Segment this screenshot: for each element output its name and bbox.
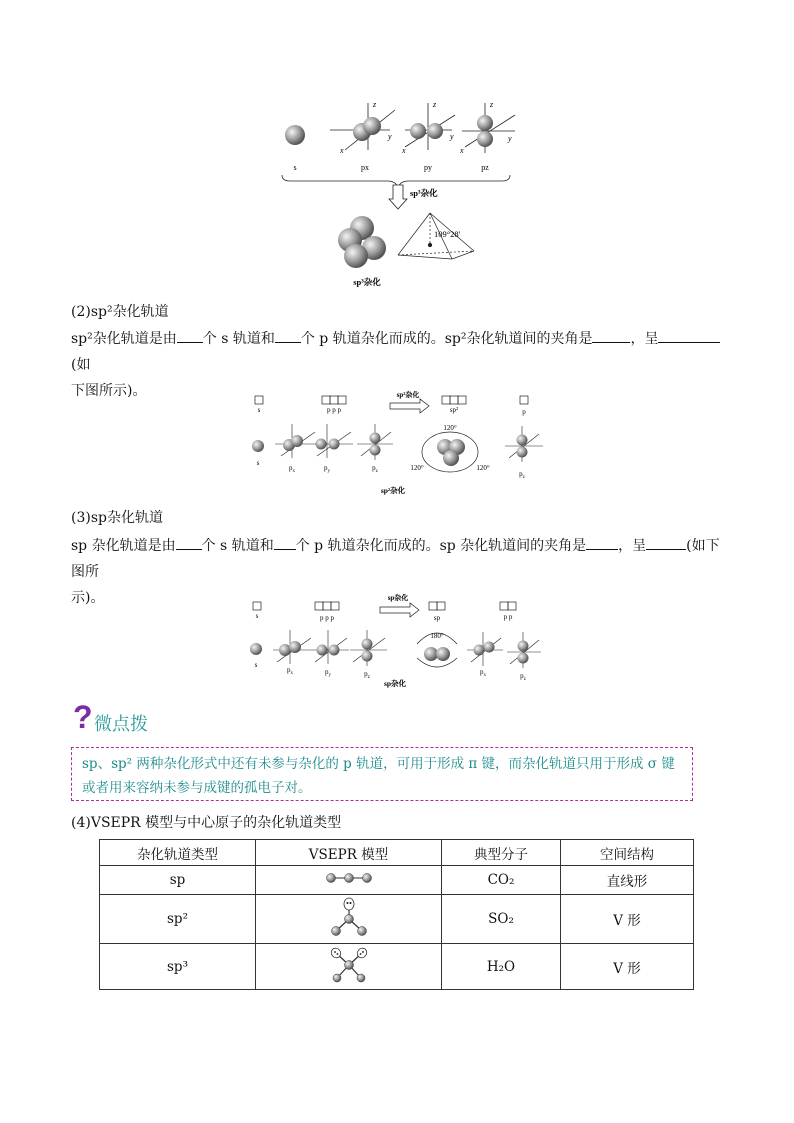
svg-text:p: p: [522, 408, 526, 416]
svg-text:p p p: p p p: [320, 614, 334, 622]
label-px: px: [361, 163, 369, 172]
pz-orbital: [350, 630, 387, 666]
svg-text:py: $p_y$: [324, 464, 330, 474]
section3-paragraph: sp 杂化轨道是由 个 s 轨道和 个 p 轨道杂化而成的。sp 杂化轨道间的夹角是 ，呈 (如下图所 示)。: [71, 533, 723, 611]
svg-text:x: x: [402, 146, 406, 155]
section3-title: (3)sp杂化轨道: [71, 510, 163, 526]
blank: [177, 328, 203, 343]
cell-molecule: H₂O: [442, 944, 561, 990]
svg-text:p p p: p p p: [327, 406, 341, 414]
cell-shape: V 形: [561, 944, 694, 990]
svg-text:pz: $p_z$: [519, 470, 525, 480]
pz-orbital: [462, 103, 515, 153]
px-orbital: [330, 103, 395, 150]
tetrahedral-model-icon: [327, 945, 371, 985]
fig3-caption: sp杂化: [383, 679, 407, 688]
header-vsepr-model: VSEPR 模型: [256, 840, 442, 866]
svg-text:180°: 180°: [430, 632, 444, 640]
pp-boxes: [500, 602, 516, 610]
svg-text:py: $p_y$: [325, 668, 331, 678]
svg-text:120°: 120°: [443, 424, 457, 432]
s-box: [255, 396, 263, 404]
svg-text:y: y: [388, 132, 392, 141]
svg-text:120°: 120°: [410, 464, 424, 472]
cell-molecule: CO₂: [442, 866, 561, 895]
sp-orbital-pair: [424, 647, 450, 661]
question-mark-icon: [71, 700, 93, 734]
sp3-hybridization-figure: [270, 95, 530, 295]
px-orbital: [273, 630, 313, 664]
section2-title: (2)sp²杂化轨道: [71, 304, 169, 320]
cell-shape: 直线形: [561, 866, 694, 895]
label-py: py: [424, 163, 432, 172]
right-arrow-icon: [390, 399, 429, 413]
blank: [592, 328, 630, 343]
section4-title: (4)VSEPR 模型与中心原子的杂化轨道类型: [71, 815, 342, 831]
label-pz: pz: [481, 163, 489, 172]
fig2-caption: sp²杂化: [380, 486, 406, 495]
svg-text:pz: $p_z$: [520, 672, 526, 682]
svg-text:pz: $p_z$: [364, 670, 370, 680]
down-arrow-icon: [389, 185, 407, 209]
pz-orbital: [357, 424, 393, 460]
blank: [646, 535, 686, 550]
svg-text:x: x: [340, 146, 344, 155]
cell-hybridization: sp²: [100, 895, 256, 944]
s-orbital-sphere: [252, 440, 264, 452]
svg-text:y: y: [450, 132, 454, 141]
svg-text:s: s: [254, 661, 258, 669]
cell-hybridization: sp³: [100, 944, 256, 990]
svg-text:p p: p p: [503, 613, 513, 621]
svg-text:120°: 120°: [476, 464, 490, 472]
trigonal-planar-model-icon: [327, 895, 371, 939]
header-spatial-structure: 空间结构: [561, 840, 694, 866]
tip-box: [71, 747, 693, 801]
cell-molecule: SO₂: [442, 895, 561, 944]
section2-paragraph: sp²杂化轨道是由 个 s 轨道和 个 p 轨道杂化而成的。sp²杂化轨道间的夹角是 ，呈(如 下图所示)。: [71, 326, 723, 404]
table-row: [100, 866, 694, 895]
table-header-row: [100, 840, 694, 866]
header-typical-molecule: 典型分子: [442, 840, 561, 866]
s-orbital-sphere: [285, 125, 305, 145]
sp2-hybridization-figure: [245, 390, 550, 500]
svg-text:px: $p_x$: [289, 464, 295, 474]
svg-text:sp²杂化: sp²杂化: [396, 391, 420, 399]
tip-text: sp、sp² 两种杂化形式中还有未参与杂化的 p 轨道，可用于形成 π 键，而杂化轨道只用于形成 σ 键或者用来容纳未参与成键的孤电子对。: [82, 756, 675, 796]
svg-text:px: $p_x$: [287, 666, 293, 676]
tip-title: 微点拨: [94, 714, 148, 735]
unhybridized-pz-orbital: [507, 632, 541, 668]
svg-text:z: z: [373, 100, 377, 109]
sp-boxes: [429, 602, 445, 610]
cell-vsepr-model: [256, 944, 442, 990]
blank: [176, 535, 202, 550]
svg-text:s: s: [256, 459, 260, 467]
svg-text:z: z: [490, 100, 494, 109]
svg-text:y: y: [508, 134, 512, 143]
sp2-orbital-cluster: [437, 439, 465, 466]
cell-hybridization: sp: [100, 866, 256, 895]
unhybridized-px-orbital: [467, 632, 503, 666]
svg-text:z: z: [433, 100, 437, 109]
fig1-caption: sp³杂化: [353, 277, 381, 287]
table-row: [100, 944, 694, 990]
blank: [275, 328, 301, 343]
svg-text:?: ?: [73, 700, 93, 734]
sp-hybridization-figure: [245, 592, 545, 692]
cell-vsepr-model: [256, 866, 442, 895]
blank: [658, 328, 720, 343]
svg-text:pz: $p_z$: [372, 464, 378, 474]
svg-text:sp杂化: sp杂化: [387, 594, 409, 602]
sp3-orbital-cluster: [338, 216, 386, 268]
svg-text:px: $p_x$: [480, 668, 486, 678]
py-orbital: [405, 103, 455, 150]
px-orbital: [275, 424, 317, 458]
py-orbital: [313, 630, 349, 664]
svg-text:sp²: sp²: [449, 406, 459, 414]
table-row: [100, 895, 694, 944]
s-orbital-sphere: [250, 643, 262, 655]
blank: [274, 535, 296, 550]
ppp-boxes: [322, 396, 346, 404]
tetrahedral-angle: 109°28′: [434, 229, 461, 239]
svg-text:sp: sp: [433, 614, 441, 622]
arrow-label: sp³杂化: [410, 188, 438, 198]
ppp-boxes: [315, 602, 339, 610]
linear-model-icon: [324, 870, 374, 886]
header-hybridization: 杂化轨道类型: [100, 840, 256, 866]
sp2-boxes: [442, 396, 466, 404]
py-orbital: [315, 424, 353, 458]
p-box: [520, 396, 528, 404]
vsepr-table: [99, 839, 694, 990]
cell-vsepr-model: [256, 895, 442, 944]
svg-text:x: x: [460, 146, 464, 155]
svg-text:s: s: [257, 406, 261, 414]
label-s: s: [293, 163, 297, 172]
cell-shape: V 形: [561, 895, 694, 944]
svg-text:s: s: [255, 612, 259, 620]
blank: [586, 535, 618, 550]
unhybridized-p-orbital: [505, 426, 543, 462]
s-box: [253, 602, 261, 610]
right-arrow-icon: [380, 603, 419, 617]
